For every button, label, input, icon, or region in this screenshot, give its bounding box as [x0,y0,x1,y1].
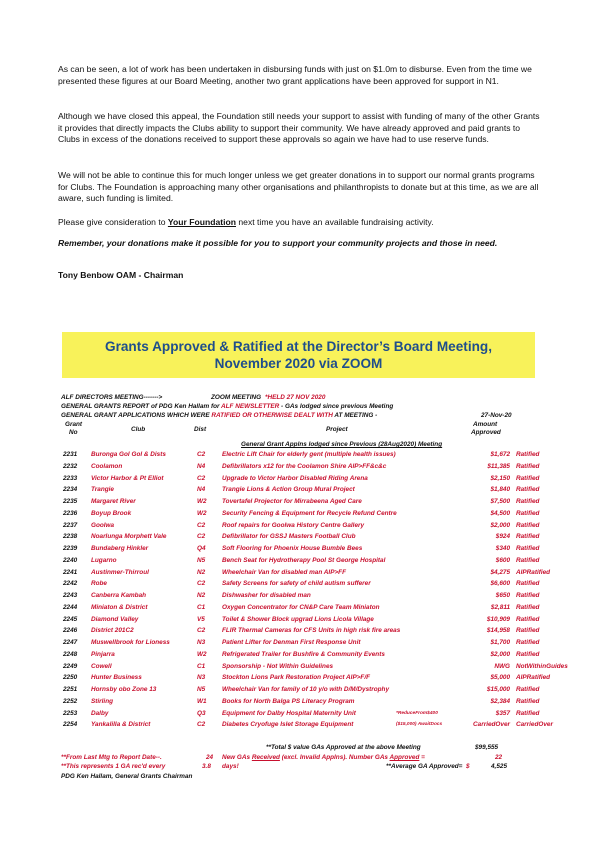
chairman-line: PDG Ken Hallam, General Grants Chairman [61,773,193,780]
footer2-value: 4,525 [491,763,507,770]
grant-no: 2232 [63,462,78,470]
project-name: Toilet & Shower Block upgrad Lions Licola Village [222,615,374,623]
signature: Tony Benbow OAM - Chairman [58,270,184,280]
amount-approved: $4,500 [490,509,510,517]
grant-no: 2250 [63,674,78,682]
status-text: Ratified [516,474,540,482]
amount-approved: $5,000 [490,674,510,682]
project-name: Refrigerated Trailer for Bushfire & Community Events [222,650,385,658]
table-row [61,569,551,579]
status-text: Ratified [516,556,540,564]
col-amount: Amount [473,421,498,428]
amount-approved: $600 [495,556,510,564]
zoom-label: ZOOM MEETING [211,394,262,401]
district: N4 [197,486,206,494]
table-row [61,451,551,461]
grant-no: 2247 [63,639,78,646]
club-name: Cowell [91,662,112,670]
club-name: Lugarno [91,556,117,564]
table-row [61,698,551,708]
status-text: Ratified [516,509,540,517]
grants-banner [62,332,535,378]
project-name: Roof repairs for Goolwa History Centre Gallery [222,521,365,529]
amount-approved: $650 [495,592,510,599]
project-name: Upgrade to Victor Harbor Disabled Riding Arena [222,474,368,482]
amount-approved: $357 [495,709,510,717]
section-title: General Grant Applns lodged since Previous (28Aug2020) Meeting [241,441,443,448]
district: C2 [197,474,206,482]
club-name: Bundaberg Hinkler [91,545,149,552]
project-name: Trangie Lions & Action Group Mural Project [222,486,355,494]
amount-approved: $14,958 [486,627,510,635]
club-name: Canberra Kambah [91,592,147,599]
club-name: Miniaton & District [91,603,148,611]
table-row [61,604,551,614]
col-approved: Approved [471,429,501,436]
amount-approved: CarriedOver [473,721,510,729]
col-club: Club [131,426,146,433]
footer1-received: Received [251,754,280,761]
report-date: 27-Nov-20 [481,412,512,419]
footer1-pre: **From Last Mtg to Report Date--. [61,754,162,761]
grant-no: 2234 [63,486,78,494]
district: C1 [197,662,206,670]
paragraph-funds-disbursed: As can be seen, a lot of work has been undertaken in disbursing funds with just on $1.0m to disburse. Even from the time we presented these figures at our Board Meeting, another two grant applications have been approved for support in N1. [58,64,532,86]
footer1-num: 24 [206,754,214,761]
total-value: $99,555 [475,744,499,751]
amount-approved: $4,275 [490,568,510,576]
table-row [61,510,551,520]
status-text: Ratified [516,639,540,646]
project-name: Dishwasher for disabled man [222,592,311,599]
table-row [61,486,551,496]
amount-approved: $2,000 [490,650,510,658]
project-name: Defibrillators x12 for the Coolamon Shire AIP>FF&c&c [222,462,387,470]
club-name: Noarlunga Morphett Vale [91,533,167,541]
table-row [61,475,551,485]
table-row [61,592,551,602]
grant-no: 2244 [63,603,78,611]
district: C2 [197,580,206,588]
line3-post: AT MEETING - [332,412,378,419]
banner-line-2: November 2020 via ZOOM [214,356,383,371]
grant-no: 2246 [63,627,78,635]
status-text: Ratified [516,627,540,635]
col-grant: Grant [65,421,83,428]
club-name: Muswellbrook for Lioness [91,639,170,646]
row-note: ($15,000) AwaitDocs [396,722,443,728]
district: Q3 [197,709,206,717]
status-text: Ratified [516,697,540,705]
district: N3 [197,674,206,682]
footer2-num: 3.8 [202,763,211,770]
line2-post: - GAs lodged since previous Meeting [279,403,394,410]
footer1-text [222,754,425,761]
footer2-pre: **This represents 1 GA rec'd every [61,763,166,770]
project-name: Soft Flooring for Phoenix House Bumble Bees [222,545,363,552]
status-text: Ratified [516,521,540,529]
table-row [61,651,551,661]
district: W2 [197,498,207,505]
row-note: *ReduceFrom$400 [396,710,438,716]
col-no: No [69,429,78,436]
club-name: Dalby [91,709,109,717]
district: C2 [197,533,206,541]
table-row [61,662,568,673]
district: N2 [197,592,206,599]
amount-approved: $2,384 [490,697,510,705]
amount-approved: $2,150 [490,474,510,482]
club-name: Pinjarra [91,650,115,658]
grant-no: 2237 [63,521,78,529]
amount-approved: $340 [495,545,510,552]
club-name: Boyup Brook [91,509,132,517]
project-name: Bench Seat for Hydrotherapy Pool St George Hospital [222,556,386,564]
grant-no: 2242 [63,580,78,588]
project-name: FLIR Thermal Cameras for CFS Units in high risk fire areas [222,627,401,635]
district: C1 [197,603,206,611]
project-name: Equipment for Dalby Hospital Maternity Unit [222,709,356,717]
table-row [61,627,551,637]
grant-no: 2236 [63,509,78,517]
district: N3 [197,639,206,646]
footer2-dollar: $ [466,763,470,770]
project-name: Security Fencing & Equipment for Recycle Refund Centre [222,509,397,517]
amount-approved: $1,672 [490,451,510,458]
table-row [61,616,551,626]
status-text: Ratified [516,545,540,552]
status-text: Ratified [516,498,540,505]
club-name: Margaret River [91,498,136,505]
district: C2 [197,627,206,635]
amount-approved: $1,700 [490,639,510,646]
paragraph-support-needed: Although we have closed this appeal, the Foundation still needs your support to assist with funding of many of the other Grants it provides that directly impacts the Clubs ability to support their community. We have already approved and paid grants to Clubs in excess of the donations received to support these approvals so again we have had to use reserve funds. [58,111,540,145]
amount-approved: $11,385 [487,462,510,470]
project-name: Safety Screens for safety of child autism sufferer [222,580,371,588]
amount-approved: $7,500 [490,498,510,505]
report-line-3 [61,412,377,419]
your-foundation-link[interactable]: Your Foundation [167,217,236,227]
grant-no: 2253 [63,709,78,717]
table-row [61,686,551,696]
project-name: Wheelchair Van for family of 10 y/o with D/M/Dystrophy [222,686,390,693]
line3-pre: GENERAL GRANT APPLICATIONS WHICH WERE [61,412,212,419]
district: C2 [197,721,206,729]
club-name: District 201C2 [91,627,134,635]
district: W1 [197,697,207,705]
table-row [61,557,551,567]
footer2-avg: **Average GA Approved= [386,763,463,770]
paragraph-donations: We will not be able to continue this for much longer unless we get greater donations in to support our normal grants programs for Clubs. The Foundation is approaching many other organisations and philanthropists to donate but at this time, as we are all aware, such funding is limited. [58,170,539,204]
district: W2 [197,650,207,658]
line3-red: RATIFIED OR OTHERWISE DEALT WITH [211,412,333,419]
grant-no: 2243 [63,592,78,599]
project-name: Sponsorship - Not Within Guidelines [222,662,334,670]
report-line-2 [61,403,393,410]
table-row [61,639,551,649]
project-name: Tovertafel Projector for Mirrabeena Aged Care [222,498,362,505]
paragraph-consideration [58,217,540,229]
project-name: Oxygen Concentrator for CN&P Care Team Miniaton [222,603,380,611]
grant-no: 2251 [63,686,78,693]
district: N5 [197,556,206,564]
amount-approved: $15,000 [486,686,510,693]
table-row [61,674,551,684]
col-dist: Dist [194,426,207,433]
line2-pre: GENERAL GRANTS REPORT of PDG Ken Hallam for [61,403,222,410]
club-name: Yankalilla & District [91,721,151,729]
club-name: Robe [91,580,107,588]
status-text: Ratified [516,462,540,470]
amount-approved: $2,811 [490,603,510,611]
project-name: Stockton Lions Park Restoration Project AIP>F/F [222,674,371,682]
grant-no: 2240 [63,556,78,564]
status-text: Ratified [516,451,540,458]
table-row [61,580,551,590]
grant-no: 2252 [63,697,78,705]
grant-no: 2239 [63,545,78,552]
total-label: **Total $ value GAs Approved at the above Meeting [266,744,421,751]
consideration-pre: Please give consideration to [58,217,168,227]
club-name: Stirling [91,697,114,705]
footer1-approved: Approved [389,754,420,761]
district: W2 [197,509,207,517]
table-row [61,545,551,555]
district: N2 [197,568,206,576]
footer1-paren: (excl. Invalid Applns). Number GAs [279,754,390,761]
club-name: Buronga Gol Gol & Dists [91,451,166,458]
footer1-value: 22 [495,754,503,761]
paragraph-remember: Remember, your donations make it possible for you to support your community projects and those in need. [58,238,498,248]
table-row [61,710,551,720]
amount-approved: $10,909 [486,615,510,623]
club-name: Victor Harbor & Pt Elliot [91,474,164,482]
club-name: Diamond Valley [91,615,139,623]
status-text: CarriedOver [516,721,553,729]
project-name: Diabetes Cryofuge Islet Storage Equipment [222,721,354,729]
grant-no: 2248 [63,650,78,658]
district: N4 [197,462,206,470]
grant-no: 2238 [63,533,78,541]
status-text: Ratified [516,650,540,658]
table-row [61,522,551,532]
table-row [61,721,551,731]
meeting-label: ALF DIRECTORS MEETING-------> [61,394,163,401]
grant-no: 2249 [63,662,78,670]
status-text: Ratified [516,592,540,599]
table-row [61,498,551,508]
grant-no: 2245 [63,615,78,623]
project-name: Books for North Balga PS Literacy Program [222,697,355,705]
district: N5 [197,686,206,693]
district: V5 [197,615,205,623]
club-name: Goolwa [91,521,115,529]
club-name: Trangie [91,486,114,494]
grant-no: 2241 [63,568,78,576]
status-text: Ratified [516,580,540,588]
district: Q4 [197,545,206,552]
status-text: Ratified [516,486,540,494]
district: C2 [197,451,206,458]
project-name: Electric Lift Chair for elderly gent (multiple health issues) [222,451,396,458]
footer1-eq: = [419,754,425,761]
footer2-days: days! [222,763,239,770]
amount-approved: NWG [494,662,510,670]
club-name: Hornsby obo Zone 13 [91,686,157,693]
grant-no: 2233 [63,474,78,482]
club-name: Hunter Business [91,674,142,682]
status-text: AIPRatified [516,674,551,682]
status-text: Ratified [516,615,540,623]
grant-no: 2254 [63,721,78,729]
club-name: Austinmer-Thirroul [91,568,149,576]
footer1-mid: New GAs [222,754,252,761]
line2-red: ALF NEWSLETTER [221,403,280,410]
grant-no: 2231 [63,451,78,458]
banner-line-1: Grants Approved & Ratified at the Director’s Board Meeting, [105,339,492,354]
grant-no: 2235 [63,498,78,505]
table-row [61,463,551,473]
status-text: Ratified [516,709,540,717]
status-text: Ratified [516,533,540,541]
district: C2 [197,521,206,529]
col-project: Project [326,426,348,433]
amount-approved: $2,000 [490,521,510,529]
project-name: Wheelchair Van for disabled man AIP>FF [222,568,346,576]
club-name: Coolamon [91,462,123,470]
amount-approved: $1,840 [490,486,510,494]
consideration-post: next time you have an available fundraising activity. [236,217,434,227]
status-text: Ratified [516,603,540,611]
held-label: *HELD 27 NOV 2020 [265,394,326,401]
status-text: AIPRatified [516,568,551,576]
project-name: Patient Lifter for Denman First Response Unit [222,639,361,646]
project-name: Defibrillator for GSSJ Masters Football Club [222,533,356,541]
status-text: Ratified [516,686,540,693]
amount-approved: $6,600 [490,580,510,588]
table-row [61,533,551,543]
status-text: NotWithinGuides [516,662,568,670]
amount-approved: $924 [495,533,510,541]
